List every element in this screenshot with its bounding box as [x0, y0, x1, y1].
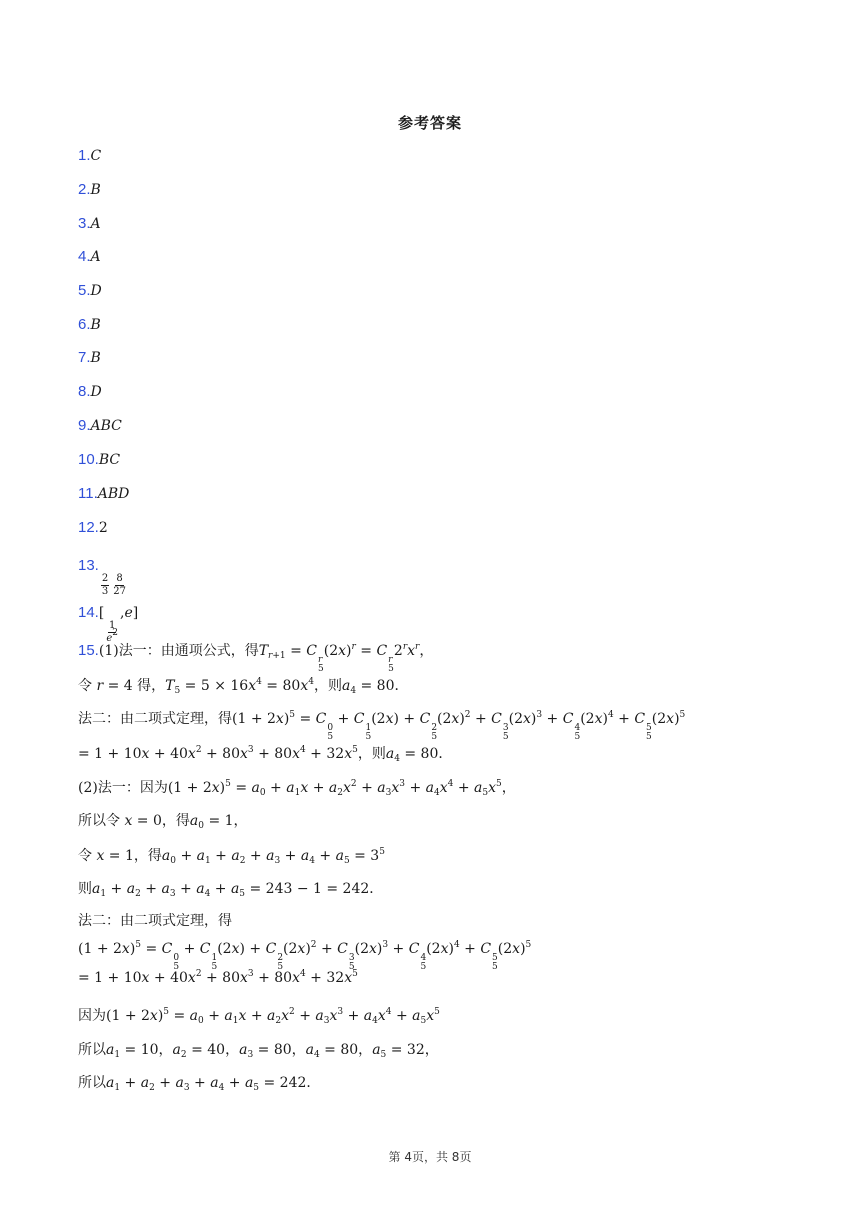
answer-line	[78, 315, 101, 335]
solution-line: 所以$a_1 = 10$，$a_2 = 40$，$a_3 = 80$，$a_4 = 80$，$a_5 = 32$，	[78, 1042, 439, 1060]
solution-line: 因为$(1 + 2x)^5 = a_0 + a_1x + a_2x^2 + a_3x^3 + a_4x^4 + a_5x^5$	[78, 1007, 440, 1026]
answer-line	[78, 556, 128, 598]
question-number: 12.	[78, 519, 99, 536]
fraction: $\frac{2}{3}$	[101, 573, 109, 597]
question-number: 15.	[78, 642, 99, 659]
answer-text: A	[90, 216, 101, 232]
answer-line	[78, 247, 101, 267]
question-number: 2.	[78, 181, 91, 198]
solution-line: 则$a_1 + a_2 + a_3 + a_4 + a_5 = 243 - 1 = 242$．	[78, 881, 384, 899]
solution-line: = $1 + 10x + 40x^2 + 80x^3 + 80x^4 + 32x^5$	[78, 969, 358, 986]
answer-text: ABD	[97, 486, 130, 502]
solution-line: 令 x = 1，得$a_0 + a_1 + a_2 + a_3 + a_4 + a_5 = 3^5$	[78, 847, 385, 866]
answer-line	[78, 146, 101, 166]
solution-line: 法二：由二项式定理，得$(1 + 2x)^5 = C$ 0 5 + C 1 5 (2x) + C 2 5 $(2x)^2 + C$ 3 5 $(2x)^3 + C$ 4 5 $(2x)^4 + C$ 5 5 $(2x)^5$	[78, 710, 686, 742]
answer-text: C	[90, 148, 102, 164]
question-number: 13.	[78, 557, 99, 574]
solution-line: 所以令 x = 0，得$a_0 = 1$，	[78, 813, 248, 831]
answer-text: D	[90, 384, 102, 400]
solution-line: 令 r = 4 得，$T_5 = 5 \times 16x^4 = 80x^4$，则$a_4 = 80$．	[78, 677, 409, 696]
fraction: $\frac{1}{e^2}$	[106, 620, 118, 644]
solution-line: $(1 + 2x)^5 = C$ 0 5 + C 1 5 (2x) + C 2 5 $(2x)^2 + C$ 3 5 $(2x)^3 + C$ 4 5 $(2x)^4 + C$ 5 5 $(2x)^5$	[78, 940, 532, 972]
answer-text: ABC	[90, 418, 122, 434]
answer-line	[78, 518, 108, 538]
solution-line: 法二：由二项式定理，得	[78, 913, 232, 929]
question-number: 10.	[78, 451, 99, 468]
question-number: 1.	[78, 147, 91, 164]
solution-line: = $1 + 10x + 40x^2 + 80x^3 + 80x^4 + 32x^5$，则$a_4 = 80$．	[78, 745, 453, 764]
question-number: 5.	[78, 282, 91, 299]
answer-text: BC	[98, 452, 121, 468]
question-number: 14.	[78, 604, 99, 621]
answer-line	[78, 180, 101, 200]
question-number: 3.	[78, 215, 91, 232]
answer-text: B	[90, 317, 101, 333]
answer-line	[78, 214, 101, 234]
question-number: 9.	[78, 417, 91, 434]
answer-line	[78, 281, 102, 301]
question-number: 8.	[78, 383, 91, 400]
answer-line	[78, 382, 102, 402]
answer-line: 14.[ $\frac{1}{e^2}$ ,e]	[78, 604, 139, 644]
fraction: $\frac{8}{27}$	[113, 573, 126, 597]
solution-line: 15.(1)法一：由通项公式，得$T_{r+1} = C$ r 5 $(2x)^r = C$ r 5 $2^rx^r$，	[78, 642, 434, 674]
answer-text: A	[90, 249, 101, 265]
answer-text: D	[90, 283, 102, 299]
answer-line	[78, 450, 120, 470]
answer-line	[78, 416, 122, 436]
answer-text: 2	[98, 520, 108, 536]
answer-text: B	[90, 182, 101, 198]
solution-line: 所以$a_1 + a_2 + a_3 + a_4 + a_5 = 242$．	[78, 1075, 321, 1093]
question-number: 11.	[78, 485, 98, 502]
question-number: 4.	[78, 248, 91, 265]
page-title: 参考答案	[397, 114, 462, 132]
page-footer: 第 4页，共 8页	[388, 1150, 472, 1164]
answer-line	[78, 484, 129, 504]
question-number: 6.	[78, 316, 91, 333]
answer-text: B	[90, 350, 101, 366]
answer-line	[78, 348, 101, 368]
question-number: 7.	[78, 349, 91, 366]
solution-line: (2)法一：因为$(1 + 2x)^5 = a_0 + a_1x + a_2x^2 + a_3x^3 + a_4x^4 + a_5x^5$，	[78, 779, 516, 798]
